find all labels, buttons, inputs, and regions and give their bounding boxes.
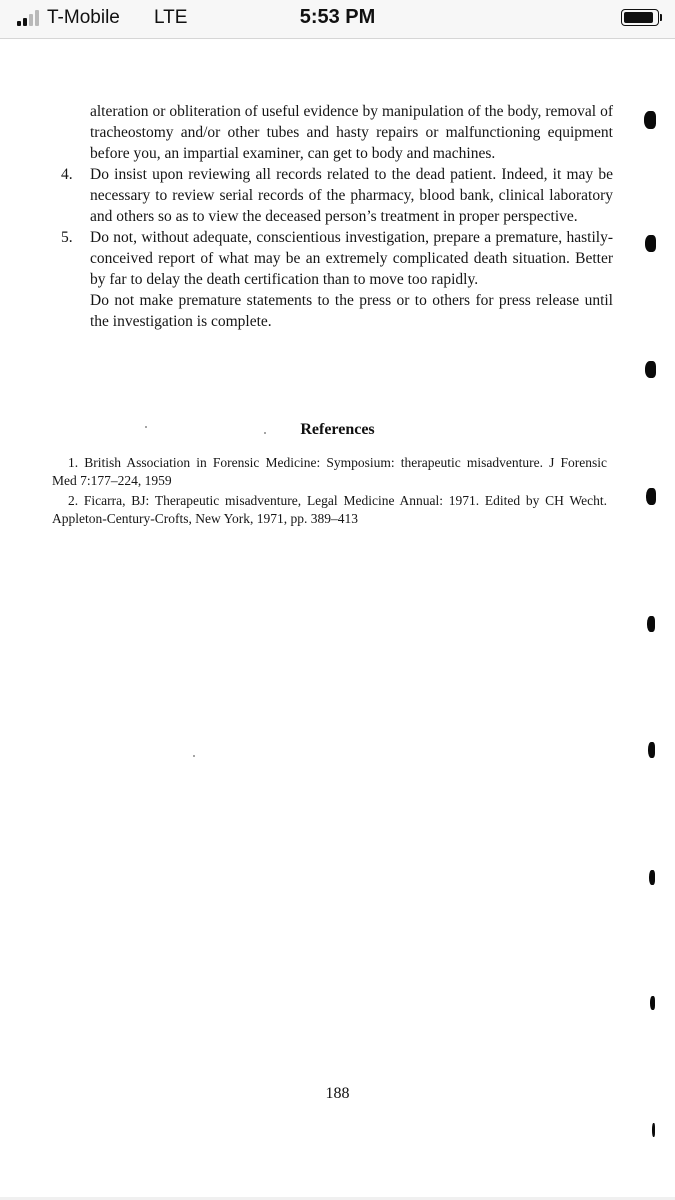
punch-hole-mark xyxy=(646,488,656,505)
reference-item: 2. Ficarra, BJ: Therapeutic misadventure, Legal Medicine Annual: 1971. Edited by CH Wecht. Appleton-Century-Crofts, New York, 1971, pp. 389–413 xyxy=(52,493,607,526)
punch-hole-mark xyxy=(644,111,656,129)
punch-hole-mark xyxy=(645,361,656,378)
punch-hole-mark xyxy=(652,1123,655,1137)
scan-speck xyxy=(264,432,266,434)
page-number: 188 xyxy=(325,1085,350,1102)
punch-hole-mark xyxy=(649,870,655,885)
punch-hole-mark xyxy=(645,235,656,252)
list-item-text: Do insist upon reviewing all records related to the dead patient. Indeed, it may be necessary to review serial records of the pharmacy, blood bank, clinical laboratory and others so as to view the deceased person’s treatment in proper perspective. xyxy=(90,166,613,225)
reference-item: 1. British Association in Forensic Medicine: Symposium: therapeutic misadventure. J Forensic Med 7:177–224, 1959 xyxy=(52,455,607,488)
list-item-number: 4. xyxy=(61,166,73,183)
list-item-number: 5. xyxy=(61,229,73,246)
status-bar xyxy=(0,0,675,39)
closing-paragraph: Do not make premature statements to the press or to others for press release until the investigation is complete. xyxy=(90,292,613,330)
intro-paragraph: alteration or obliteration of useful evidence by manipulation of the body, removal of tracheostomy and/or other tubes and hasty repairs or malfunctioning equipment before you, an impartial examiner, can get to body and machines. xyxy=(90,103,613,162)
list-item-5 xyxy=(55,227,613,290)
list-item-4 xyxy=(55,164,613,227)
references-list xyxy=(52,454,607,530)
scan-speck xyxy=(193,755,195,757)
scan-speck xyxy=(145,426,147,428)
punch-hole-mark xyxy=(650,996,655,1010)
status-time: 5:53 PM xyxy=(299,6,376,28)
list-item-text: Do not, without adequate, conscientious investigation, prepare a premature, hastily-conceived report of what may be an extremely complicated death situation. Better by far to delay the death certification than to move too rapidly. xyxy=(90,229,613,288)
body-text xyxy=(55,101,613,332)
punch-hole-mark xyxy=(648,742,655,758)
references-heading: References xyxy=(300,421,375,438)
punch-hole-mark xyxy=(647,616,655,632)
network-type: LTE xyxy=(154,7,188,28)
document-page[interactable] xyxy=(0,39,675,1200)
carrier-name: T-Mobile xyxy=(47,7,120,28)
battery-icon xyxy=(621,9,662,26)
